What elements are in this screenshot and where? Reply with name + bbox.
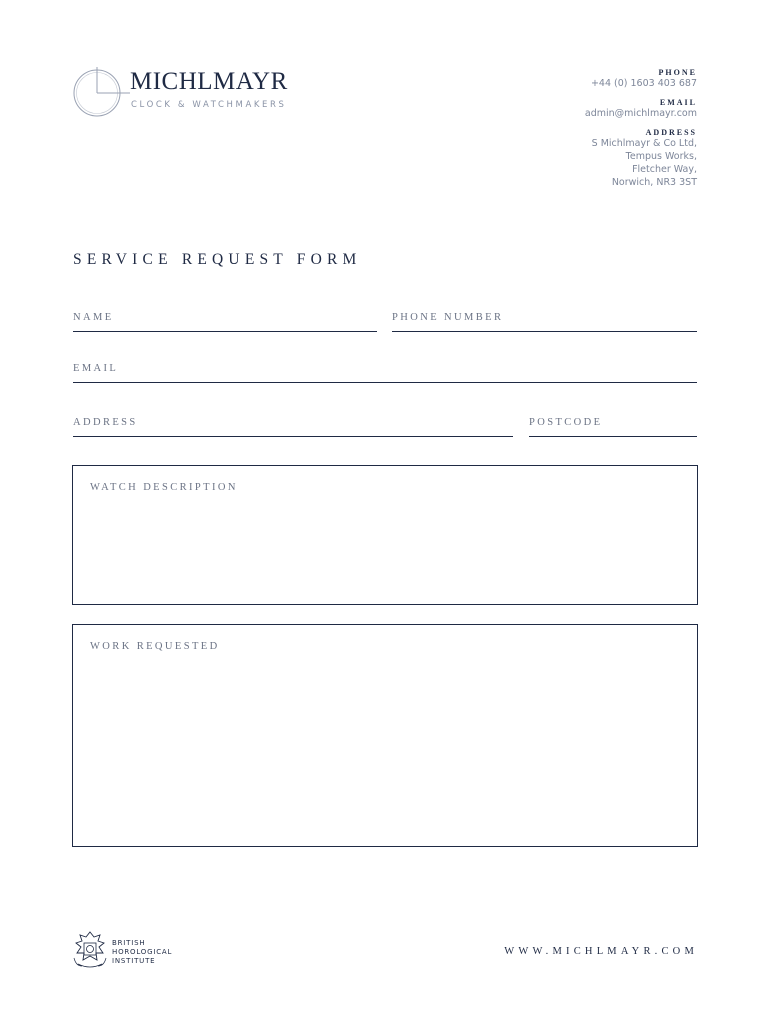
contact-phone: +44 (0) 1603 403 687: [590, 78, 697, 89]
contact-block: [457, 68, 697, 189]
bhi-line: INSTITUTE: [112, 957, 156, 965]
brand-name: MICHLMAYR: [130, 68, 288, 95]
contact-email-label: EMAIL: [659, 98, 697, 107]
name-field[interactable]: [73, 311, 377, 332]
bhi-line: HOROLOGICAL: [112, 948, 173, 956]
bhi-logo: [70, 928, 180, 972]
name-label: NAME: [73, 312, 114, 323]
postcode-field[interactable]: [529, 416, 697, 437]
contact-address-label: ADDRESS: [645, 128, 697, 137]
phone-number-field[interactable]: [392, 311, 697, 332]
phone-number-label: PHONE NUMBER: [392, 312, 504, 323]
contact-phone-label: PHONE: [658, 68, 697, 77]
crest-icon: [70, 928, 110, 972]
contact-address-line: Fletcher Way,: [632, 164, 697, 175]
contact-address-line: Tempus Works,: [625, 151, 697, 162]
brand-tagline: CLOCK & WATCHMAKERS: [131, 100, 287, 110]
watch-description-box[interactable]: [72, 465, 698, 605]
contact-address-line: Norwich, NR3 3ST: [611, 177, 697, 188]
website-link[interactable]: WWW.MICHLMAYR.COM: [504, 946, 698, 957]
watch-description-label: WATCH DESCRIPTION: [90, 482, 238, 493]
postcode-label: POSTCODE: [529, 417, 603, 428]
work-requested-label: WORK REQUESTED: [90, 641, 220, 652]
address-field[interactable]: [73, 416, 513, 437]
contact-email: admin@michlmayr.com: [584, 108, 697, 119]
contact-address-line: S Michlmayr & Co Ltd,: [591, 138, 697, 149]
email-field[interactable]: [73, 362, 697, 383]
bhi-logo-text: [112, 939, 172, 966]
brand-logo: [70, 64, 302, 122]
clock-logo-icon: [70, 64, 130, 122]
email-label: EMAIL: [73, 363, 119, 374]
form-title: SERVICE REQUEST FORM: [73, 251, 362, 268]
work-requested-box[interactable]: [72, 624, 698, 847]
address-label: ADDRESS: [73, 417, 138, 428]
bhi-line: BRITISH: [112, 939, 146, 947]
